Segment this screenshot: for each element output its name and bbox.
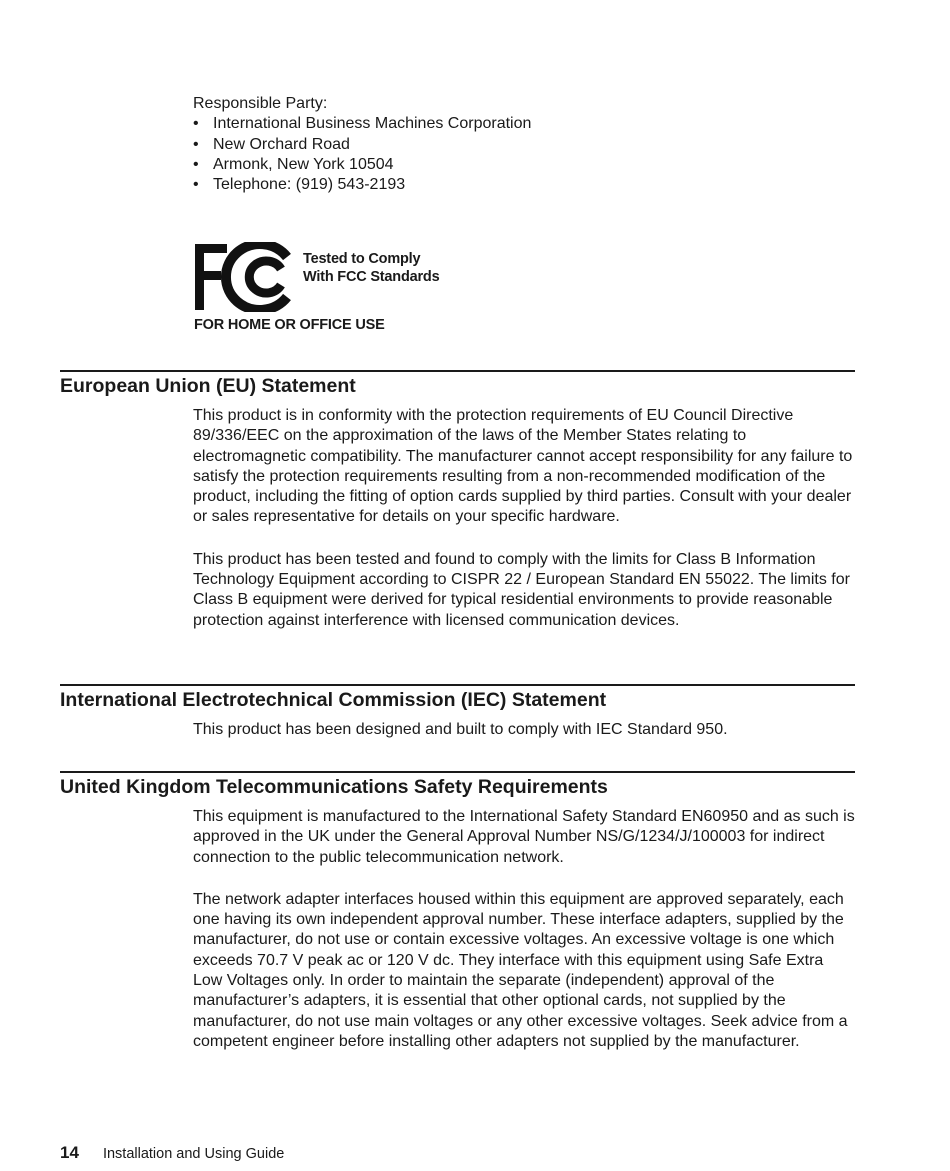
list-item: • Armonk, New York 10504 bbox=[193, 155, 855, 175]
paragraph: This product has been designed and built to comply with IEC Standard 950. bbox=[193, 721, 728, 738]
section-heading-eu: European Union (EU) Statement bbox=[60, 375, 356, 397]
fcc-compliance-mark bbox=[194, 242, 494, 342]
section-divider bbox=[60, 370, 855, 372]
fcc-use-label: FOR HOME OR OFFICE USE bbox=[194, 317, 385, 333]
section-divider bbox=[60, 771, 855, 773]
responsible-party bbox=[193, 94, 855, 195]
paragraph: The network adapter interfaces housed within this equipment are approved separately, each one having its own independent approval number. These interface adapters, supplied by the manufacturer, do not use or contain excessive voltages. An excessive voltage is one which exceeds 70.7 V peak ac or 120 V dc. They interface with this equipment using Safe Extra Low Voltages only. In order to maintain the separate (independent) approval of the manufacturer’s adapters, it is essential that other optional cards, not supplied by the manufacturer, do not use main voltages or any other excessive voltages. Seek advice from a competent engineer before installing other adapters not supplied by the manufacturer. bbox=[193, 890, 848, 1050]
responsible-party-label: Responsible Party: bbox=[193, 95, 328, 112]
section-body-uk bbox=[193, 807, 855, 1052]
guide-title: Installation and Using Guide bbox=[102, 1146, 285, 1162]
section-body-eu bbox=[193, 406, 855, 631]
paragraph: This product has been tested and found to comply with the limits for Class B Information Technology Equipment according to CISPR 22 / European Standard EN 55022. The limits for Class B equipment were derived for typical residential environments to provide reasonable protection against interference with licensed communication devices. bbox=[193, 550, 850, 629]
fcc-caption bbox=[303, 250, 439, 286]
section-body-iec bbox=[193, 720, 855, 740]
list-item: • New Orchard Road bbox=[193, 135, 855, 155]
section-heading-uk: United Kingdom Telecommunications Safety Requirements bbox=[60, 776, 608, 798]
fcc-caption-line: With FCC Standards bbox=[303, 269, 440, 285]
page-footer bbox=[60, 1143, 284, 1163]
section-divider bbox=[60, 684, 855, 686]
section-heading-iec: International Electrotechnical Commission (IEC) Statement bbox=[60, 689, 607, 711]
fcc-caption-line: Tested to Comply bbox=[303, 251, 421, 267]
list-item: • International Business Machines Corporation bbox=[193, 114, 855, 134]
paragraph: This equipment is manufactured to the International Safety Standard EN60950 and as such is approved in the UK under the General Approval Number NS/G/1234/J/100003 for indirect connection to the public telecommunication network. bbox=[193, 808, 855, 866]
fcc-logo-icon bbox=[194, 242, 292, 312]
list-item: • Telephone: (919) 543-2193 bbox=[193, 175, 855, 195]
page-number: 14 bbox=[60, 1143, 79, 1162]
responsible-party-list bbox=[193, 114, 855, 195]
paragraph: This product is in conformity with the protection requirements of EU Council Directive 89/336/EEC on the approximation of the laws of the Member States relating to electromagnetic compatibility. The manufacturer cannot accept responsibility for any failure to satisfy the protection requirements resulting from a non-recommended modification of the product, including the fitting of option cards supplied by third parties. Consult with your dealer or sales representative for details on your specific hardware. bbox=[193, 407, 853, 526]
